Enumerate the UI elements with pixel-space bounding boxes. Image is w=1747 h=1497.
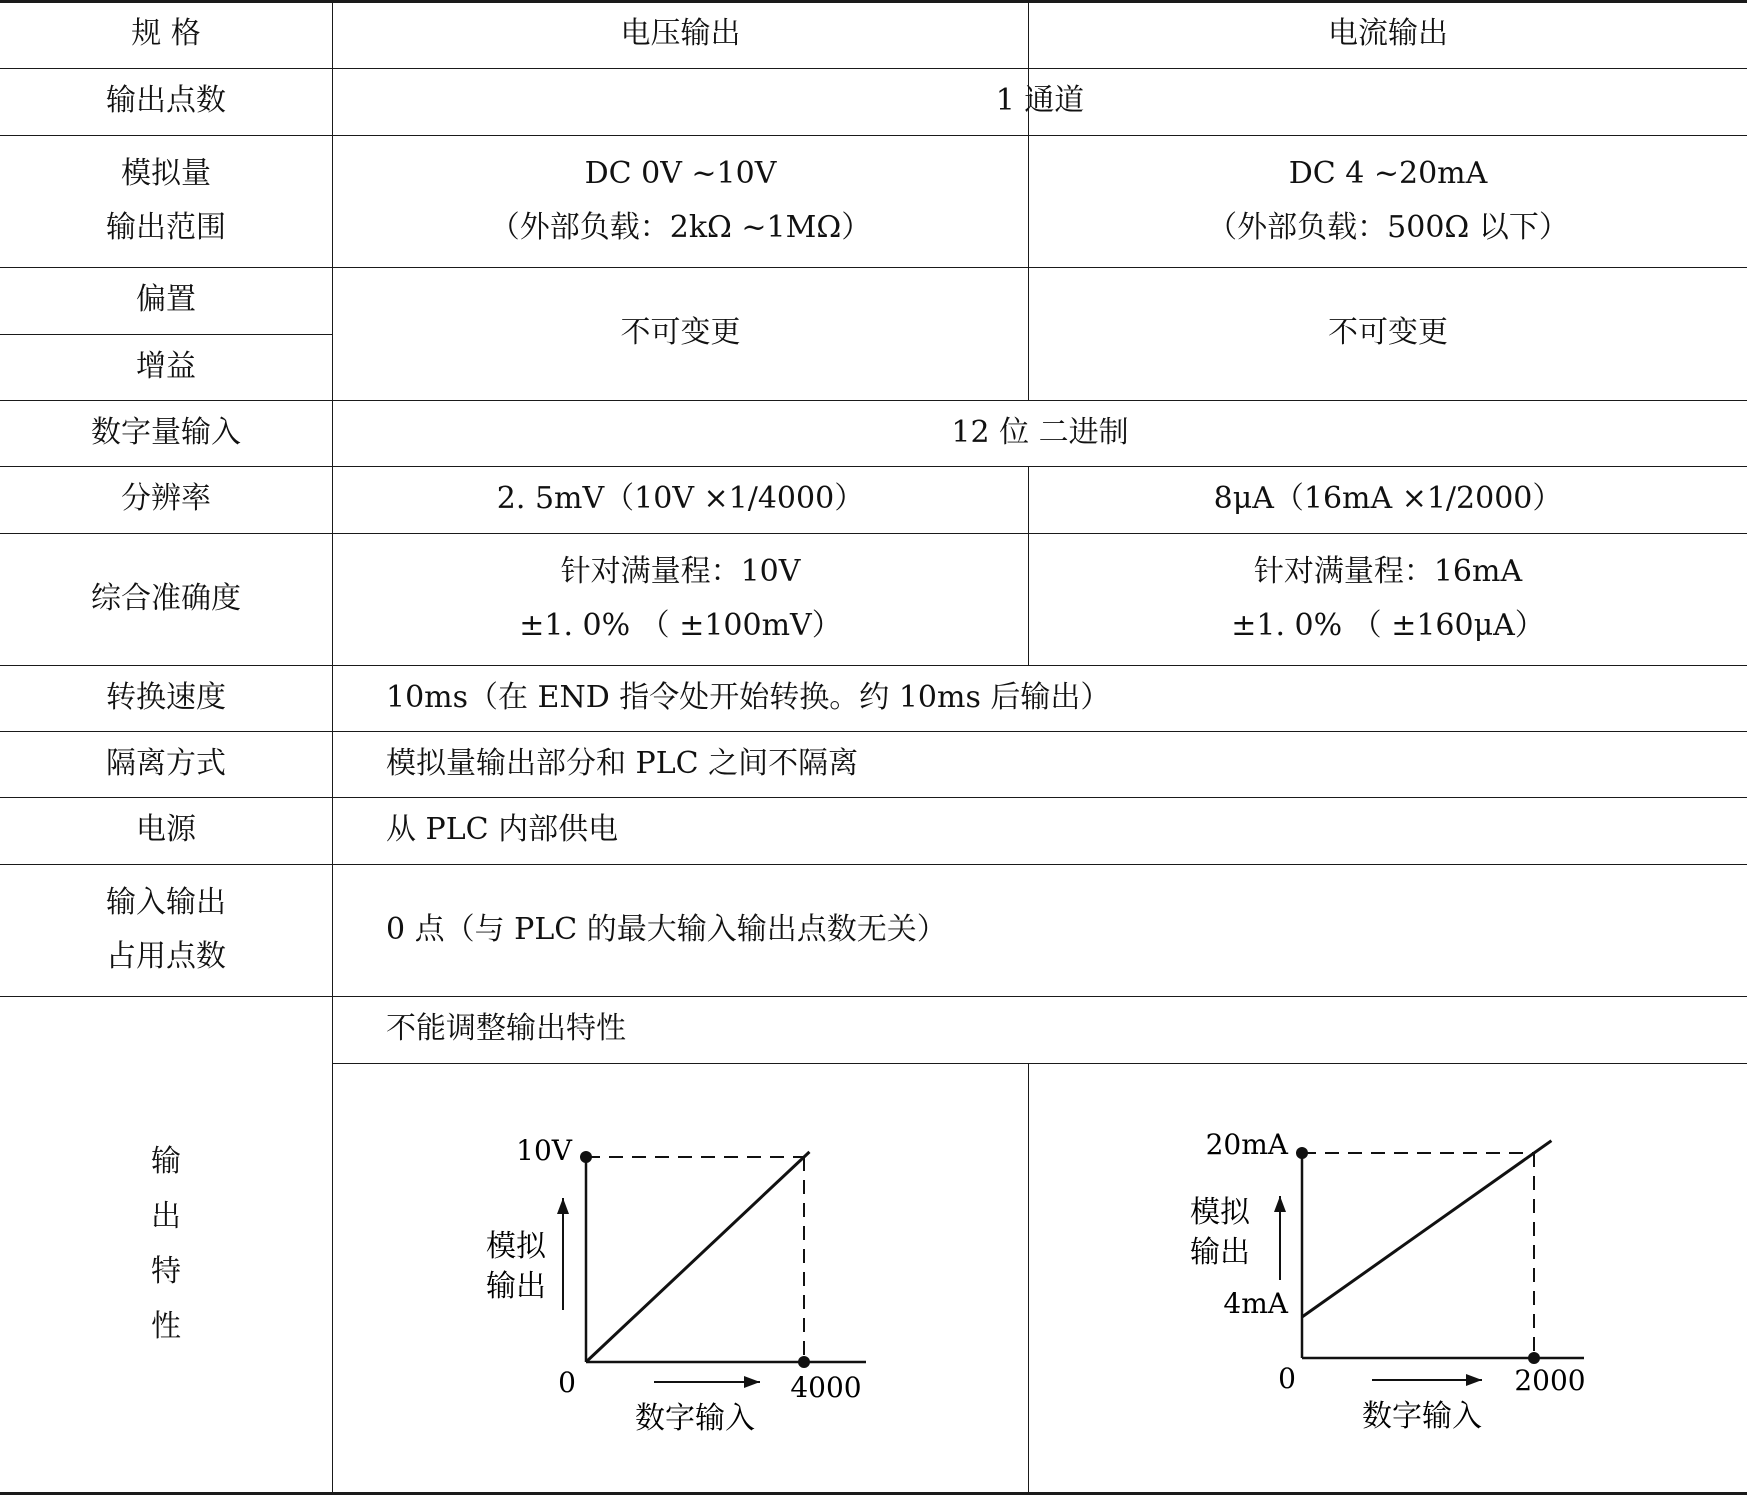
row-divider: [0, 334, 333, 335]
x-tick-max: 4000: [790, 1371, 862, 1404]
x-tick-origin: 0: [1278, 1362, 1296, 1395]
characteristics-label-4: 性: [151, 1309, 181, 1344]
characteristics-note: 不能调整输出特性: [386, 1011, 626, 1046]
current-range-2: （外部负载：500Ω 以下）: [1207, 210, 1569, 245]
row-divider: [0, 135, 1747, 136]
row-divider: [0, 797, 1747, 798]
accuracy-current-1: 针对满量程：16mA: [1253, 554, 1523, 589]
voltage-range-1: DC 0V ~10V: [584, 156, 777, 191]
voltage-range-2: （外部负载：2kΩ ~1MΩ）: [489, 210, 872, 245]
voltage-output-chart: [450, 1110, 880, 1440]
y-max-point: [1296, 1147, 1308, 1159]
power-value: 从 PLC 内部供电: [386, 812, 619, 847]
resolution-current: 8μA（16mA ×1/2000）: [1213, 481, 1563, 516]
voltage-series-line: [586, 1152, 809, 1362]
y-label-line1: 模拟: [1190, 1195, 1250, 1230]
header-spec: 规 格: [131, 16, 201, 51]
analog-range-label-1: 模拟量: [121, 156, 211, 191]
y-tick-max: 10V: [516, 1134, 572, 1167]
row-divider: [0, 731, 1747, 732]
y-max-point: [580, 1151, 592, 1163]
characteristics-label-1: 输: [151, 1144, 181, 1179]
conversion-speed-label: 转换速度: [106, 680, 226, 715]
y-label-line2: 输出: [486, 1269, 546, 1304]
current-series-line: [1302, 1141, 1551, 1317]
row-divider: [0, 996, 1747, 997]
y-tick-min: 4mA: [1223, 1287, 1288, 1320]
row-divider: [0, 68, 1747, 69]
x-tick-origin: 0: [558, 1366, 576, 1399]
output-points-value: 1 通道: [995, 83, 1085, 118]
gain-label: 增益: [136, 349, 196, 384]
current-output-chart: [1164, 1110, 1594, 1440]
table-bottom-border: [0, 1492, 1747, 1495]
y-label-line2: 输出: [1190, 1235, 1250, 1270]
offset-label: 偏置: [136, 282, 196, 317]
y-tick-max: 20mA: [1205, 1128, 1288, 1161]
header-voltage: 电压输出: [620, 16, 741, 51]
x-label: 数字输入: [635, 1401, 755, 1436]
isolation-value: 模拟量输出部分和 PLC 之间不隔离: [386, 746, 859, 781]
row-divider: [0, 533, 1747, 534]
row-divider: [0, 864, 1747, 865]
offset-gain-current: 不可变更: [1328, 315, 1448, 350]
row-divider: [0, 466, 1747, 467]
x-max-point: [798, 1356, 810, 1368]
io-points-label-2: 占用点数: [106, 939, 226, 974]
output-points-label: 输出点数: [106, 83, 226, 118]
characteristics-label-3: 特: [151, 1254, 181, 1289]
analog-range-label-2: 输出范围: [106, 210, 226, 245]
digital-input-label: 数字量输入: [91, 415, 241, 450]
characteristics-label-2: 出: [151, 1199, 181, 1234]
isolation-label: 隔离方式: [106, 746, 226, 781]
accuracy-label: 综合准确度: [91, 581, 241, 616]
x-tick-max: 2000: [1514, 1364, 1586, 1397]
y-label-line1: 模拟: [486, 1229, 546, 1264]
offset-gain-voltage: 不可变更: [620, 315, 741, 350]
accuracy-current-2: ±1. 0% （ ±160μA）: [1231, 608, 1545, 643]
x-max-point: [1528, 1352, 1540, 1364]
row-divider: [0, 665, 1747, 666]
current-range-1: DC 4 ~20mA: [1288, 156, 1488, 191]
power-label: 电源: [136, 812, 196, 847]
io-points-value: 0 点（与 PLC 的最大输入输出点数无关）: [386, 912, 947, 947]
resolution-voltage: 2. 5mV（10V ×1/4000）: [496, 481, 865, 516]
column-divider: [1028, 1063, 1029, 1493]
row-divider: [0, 400, 1747, 401]
row-divider: [0, 267, 1747, 268]
accuracy-voltage-2: ±1. 0% （ ±100mV）: [519, 608, 842, 643]
resolution-label: 分辨率: [121, 481, 211, 516]
x-label: 数字输入: [1362, 1399, 1482, 1434]
accuracy-voltage-1: 针对满量程：10V: [560, 554, 801, 589]
conversion-speed-value: 10ms（在 END 指令处开始转换。约 10ms 后输出）: [386, 680, 1111, 715]
digital-input-value: 12 位 二进制: [951, 415, 1129, 450]
table-top-border: [0, 0, 1747, 3]
row-divider: [333, 1063, 1747, 1064]
header-current: 电流输出: [1328, 16, 1448, 51]
io-points-label-1: 输入输出: [106, 885, 226, 920]
